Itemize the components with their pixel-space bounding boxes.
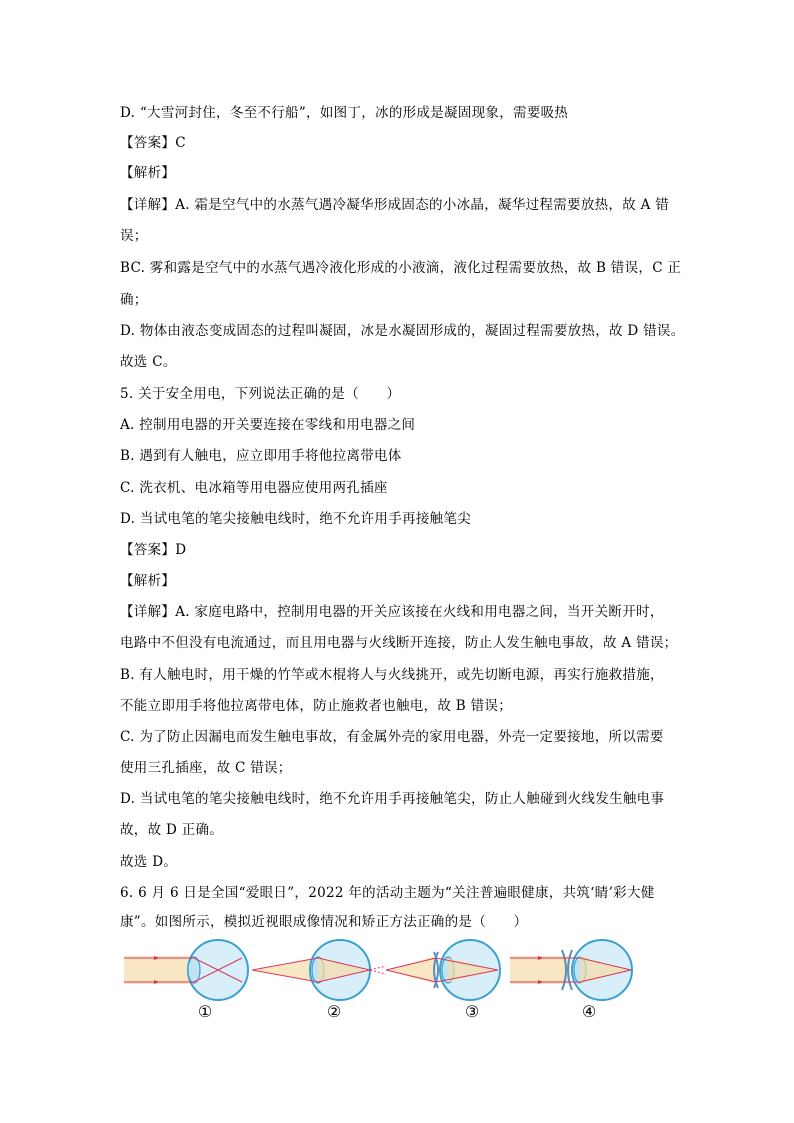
analysis-heading-q4: 【解析】 (120, 165, 176, 181)
explanation-line: 【详解】A. 家庭电路中，控制用电器的开关应该接在火线和用电器之间，当开关断开时， (120, 604, 664, 620)
option-b-q5: B. 遇到有人触电，应立即用手将他拉离带电体 (120, 448, 402, 464)
option-c-q5: C. 洗衣机、电冰箱等用电器应使用两孔插座 (120, 480, 388, 496)
explanation-line: C. 为了防止因漏电而发生触电事故，有金属外壳的家用电器，外壳一定要接地，所以需要 (120, 729, 664, 745)
explanation-line: B. 有人触电时，用干燥的竹竿或木棍将人与火线挑开，或先切断电源，再实行施救措施， (120, 667, 664, 683)
figure-label-4: ④ (581, 1002, 597, 1021)
conclusion-q4: 故选 C。 (120, 354, 177, 370)
figure-label-1: ① (197, 1002, 213, 1021)
explanation-line: D. 当试电笔的笔尖接触电线时，绝不允许用手再接触笔尖，防止人触碰到火线发生触电事 (120, 791, 665, 807)
figure-label-2: ② (326, 1002, 342, 1021)
explanation-line: 不能立即用手将他拉离带电体，防止施救者也触电，故 B 错误； (120, 698, 513, 714)
figure-label-3: ③ (464, 1002, 480, 1021)
explanation-line: 故，故 D 正确。 (120, 822, 224, 838)
analysis-heading-q5: 【解析】 (120, 573, 176, 589)
question-6-stem-cont: 康”。如图所示，模拟近视眼成像情况和矫正方法正确的是（ ） (120, 914, 528, 930)
conclusion-q5: 故选 D。 (120, 854, 178, 870)
explanation-line: 使用三孔插座，故 C 错误； (120, 760, 292, 776)
figure-3-eye (386, 940, 500, 1000)
figure-2-eye (252, 940, 386, 1000)
question-5-stem: 5. 关于安全用电，下列说法正确的是（ ） (120, 386, 401, 402)
option-d-q4: D. “大雪河封住，冬至不行船”，如图丁，冰的形成是凝固现象，需要吸热 (120, 105, 569, 121)
explanation-line: 【详解】A. 霜是空气中的水蒸气遇冷凝华形成固态的小冰晶，凝华过程需要放热，故 A 错 (120, 197, 670, 213)
question-6-stem: 6. 6 月 6 日是全国“爱眼日”，2022 年的活动主题为“关注普遍眼健康，共筑‘睛’彩大健 (120, 885, 655, 901)
figure-1-eye (124, 940, 248, 1000)
figure-4-eye (510, 940, 632, 1000)
answer-q5: 【答案】D (120, 542, 187, 558)
explanation-line: 误； (120, 228, 148, 244)
explanation-line: D. 物体由液态变成固态的过程叫凝固，冰是水凝固形成的，凝固过程需要放热，故 D 错误。 (120, 323, 685, 339)
option-a-q5: A. 控制用电器的开关要连接在零线和用电器之间 (120, 417, 416, 433)
option-d-q5: D. 当试电笔的笔尖接触电线时，绝不允许用手再接触笔尖 (120, 511, 472, 527)
explanation-line: 确； (120, 292, 148, 308)
answer-q4: 【答案】C (120, 135, 186, 151)
explanation-line: BC. 雾和露是空气中的水蒸气遇冷液化形成的小液滴，液化过程需要放热，故 B 错误，C 正 (120, 260, 682, 276)
explanation-line: 电路中不但没有电流通过，而且用电器与火线断开连接，防止人发生触电事故，故 A 错误； (120, 635, 678, 651)
